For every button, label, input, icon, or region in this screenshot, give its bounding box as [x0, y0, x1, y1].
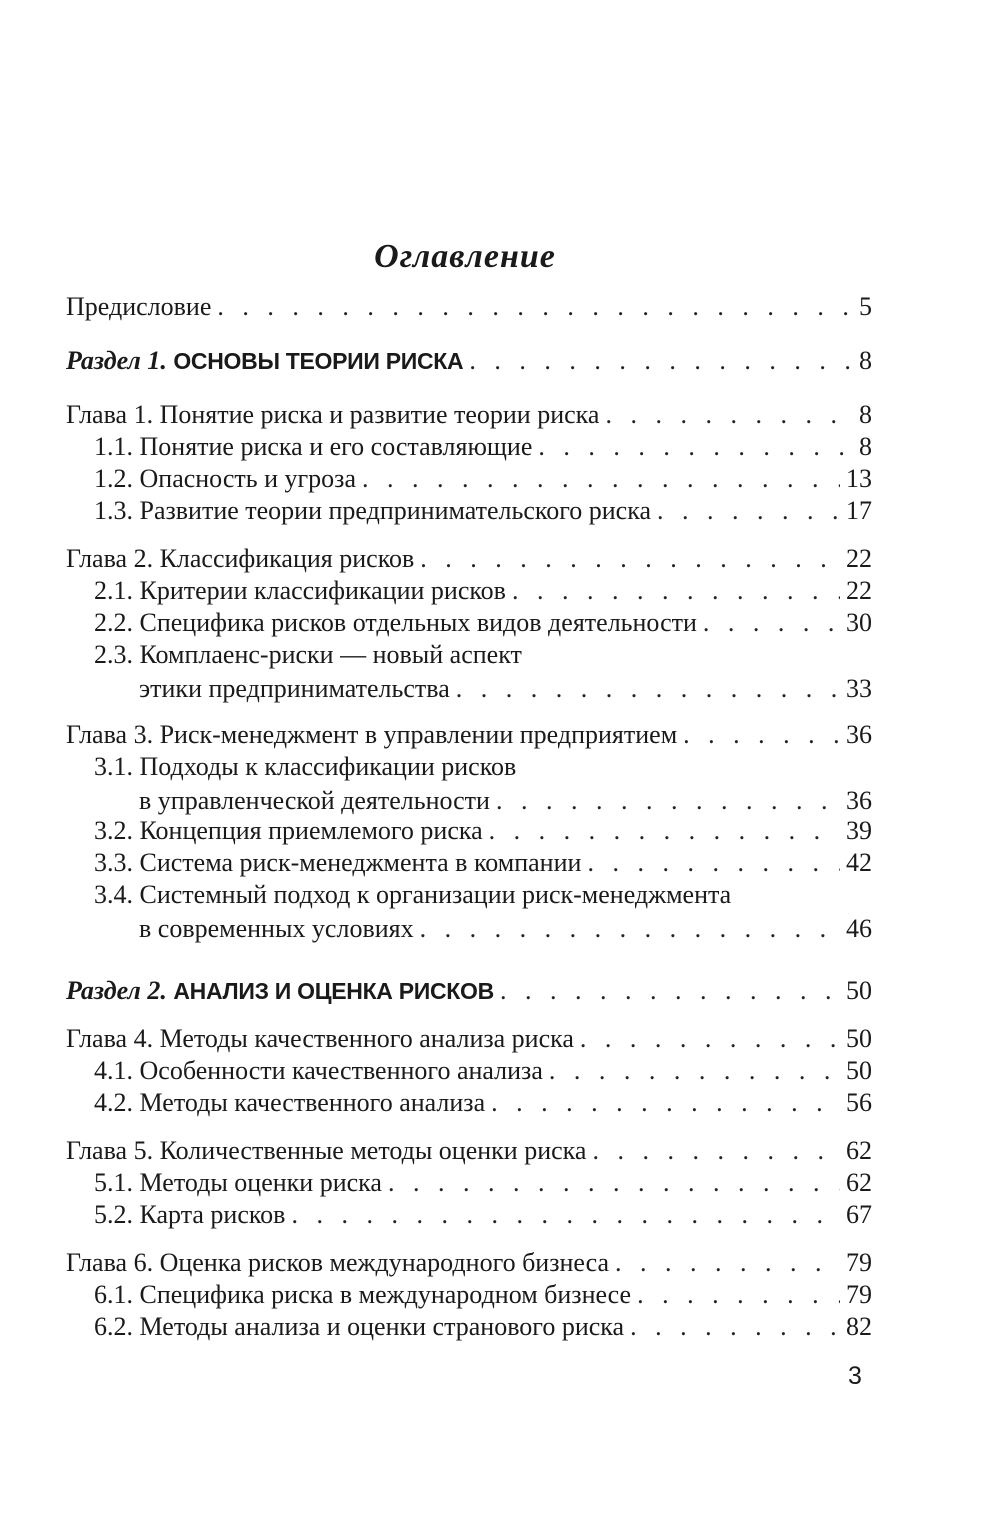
entry-page: 22 — [846, 576, 872, 605]
entry-page: 36 — [846, 720, 872, 749]
entry-text: 1.1. Понятие риска и его составляющие — [94, 432, 533, 461]
entry-page: 42 — [846, 848, 872, 877]
toc-entry-section-5-1[interactable] — [66, 1166, 872, 1200]
leader-dots — [637, 1278, 840, 1312]
entry-text: Предисловие — [66, 292, 212, 321]
entry-page: 33 — [846, 674, 872, 703]
leader-dots — [615, 1246, 840, 1280]
entry-text: Глава 3. Риск-менеджмент в управлении предприятием — [66, 720, 678, 749]
entry-page: 46 — [846, 914, 872, 943]
leader-dots — [420, 542, 840, 576]
leader-dots — [491, 1086, 840, 1120]
toc-entry-chapter-2[interactable] — [66, 542, 872, 576]
entry-text: 3.4. Системный подход к организации риск-менеджмента — [94, 880, 732, 909]
part-name: АНАЛИЗ И ОЦЕНКА РИСКОВ — [173, 978, 494, 1004]
leader-dots — [580, 1022, 840, 1056]
leader-dots — [549, 1054, 840, 1088]
entry-page: 36 — [846, 786, 872, 815]
leader-dots — [500, 974, 840, 1008]
entry-text-continued: в современных условиях — [139, 914, 414, 943]
toc-entry-chapter-1[interactable] — [66, 398, 872, 432]
entry-text: Глава 2. Классификация рисков — [66, 544, 415, 573]
entry-text: 1.3. Развитие теории предпринимательского риска — [94, 496, 651, 525]
leader-dots — [291, 1198, 840, 1232]
toc-entry-section-2-3[interactable] — [66, 638, 872, 706]
entry-page: 50 — [846, 1056, 872, 1085]
leader-dots — [703, 606, 840, 640]
toc-title: Оглавление — [374, 238, 556, 275]
leader-dots — [469, 344, 853, 378]
part-label: Раздел 2. — [66, 976, 167, 1005]
toc-entry-chapter-6[interactable] — [66, 1246, 872, 1280]
toc-entry-section-3-3[interactable] — [66, 846, 872, 880]
leader-dots — [592, 1134, 840, 1168]
leader-dots — [512, 574, 840, 608]
entry-text: 5.1. Методы оценки риска — [94, 1168, 382, 1197]
entry-text-continued: в управленческой деятельности — [139, 786, 490, 815]
leader-dots — [388, 1166, 840, 1200]
leader-dots — [217, 290, 853, 324]
entry-text: 6.2. Методы анализа и оценки странового риска — [94, 1312, 625, 1341]
entry-text: Глава 4. Методы качественного анализа риска — [66, 1024, 574, 1053]
entry-page: 50 — [846, 976, 872, 1005]
page-number: 3 — [848, 1362, 862, 1390]
toc-entry-section-3-4[interactable] — [66, 878, 872, 946]
leader-dots — [538, 430, 853, 464]
leader-dots — [630, 1310, 840, 1344]
entry-page: 56 — [846, 1088, 872, 1117]
part-name: ОСНОВЫ ТЕОРИИ РИСКА — [173, 348, 464, 374]
toc-entry-section-5-2[interactable] — [66, 1198, 872, 1232]
leader-dots — [683, 718, 840, 752]
toc-entry-section-1-3[interactable] — [66, 494, 872, 528]
entry-text: 2.2. Специфика рисков отдельных видов деятельности — [94, 608, 697, 637]
entry-page: 13 — [846, 464, 872, 493]
entry-text: Глава 1. Понятие риска и развитие теории риска — [66, 400, 600, 429]
toc-entry-section-4-2[interactable] — [66, 1086, 872, 1120]
entry-page: 79 — [846, 1280, 872, 1309]
toc-entry-section-1-2[interactable] — [66, 462, 872, 496]
toc-entry-section-3-1[interactable] — [66, 750, 872, 818]
entry-text-continued: этики предпринимательства — [139, 674, 450, 703]
leader-dots — [496, 784, 840, 818]
toc-entry-preface[interactable] — [66, 290, 872, 324]
entry-text: 3.3. Система риск-менеджмента в компании — [94, 848, 582, 877]
entry-page: 82 — [846, 1312, 872, 1341]
entry-page: 5 — [859, 292, 872, 321]
entry-page: 62 — [846, 1136, 872, 1165]
toc-entry-section-2-1[interactable] — [66, 574, 872, 608]
entry-page: 8 — [859, 400, 872, 429]
entry-text: 2.3. Комплаенс-риски — новый аспект — [94, 640, 522, 669]
entry-page: 79 — [846, 1248, 872, 1277]
leader-dots — [605, 398, 853, 432]
toc-entry-section-1-1[interactable] — [66, 430, 872, 464]
toc-entry-section-2-2[interactable] — [66, 606, 872, 640]
entry-page: 67 — [846, 1200, 872, 1229]
entry-page: 30 — [846, 608, 872, 637]
entry-page: 22 — [846, 544, 872, 573]
entry-text: 3.2. Концепция приемлемого риска — [94, 816, 483, 845]
entry-text: 3.1. Подходы к классификации рисков — [94, 752, 517, 781]
part-label: Раздел 1. — [66, 346, 167, 375]
toc-entry-chapter-5[interactable] — [66, 1134, 872, 1168]
entry-text: 4.1. Особенности качественного анализа — [94, 1056, 543, 1085]
toc-entry-section-6-1[interactable] — [66, 1278, 872, 1312]
toc-entry-chapter-3[interactable] — [66, 718, 872, 752]
entry-page: 8 — [859, 432, 872, 461]
entry-text: Глава 6. Оценка рисков международного бизнеса — [66, 1248, 609, 1277]
toc-entry-section-3-2[interactable] — [66, 814, 872, 848]
entry-text: 1.2. Опасность и угроза — [94, 464, 356, 493]
entry-page: 8 — [859, 346, 872, 375]
leader-dots — [587, 846, 840, 880]
entry-page: 62 — [846, 1168, 872, 1197]
entry-text: Глава 5. Количественные методы оценки риска — [66, 1136, 587, 1165]
toc-entry-section-4-1[interactable] — [66, 1054, 872, 1088]
leader-dots — [657, 494, 840, 528]
entry-page: 39 — [846, 816, 872, 845]
leader-dots — [489, 814, 840, 848]
leader-dots — [456, 672, 840, 706]
entry-text: 4.2. Методы качественного анализа — [94, 1088, 486, 1117]
entry-page: 50 — [846, 1024, 872, 1053]
toc-entry-part-1[interactable] — [66, 344, 872, 378]
toc-entry-chapter-4[interactable] — [66, 1022, 872, 1056]
toc-entry-part-2[interactable] — [66, 974, 872, 1008]
leader-dots — [362, 462, 840, 496]
toc-entry-section-6-2[interactable] — [66, 1310, 872, 1344]
leader-dots — [420, 912, 840, 946]
entry-text: 2.1. Критерии классификации рисков — [94, 576, 506, 605]
entry-text: 5.2. Карта рисков — [94, 1200, 286, 1229]
entry-page: 17 — [846, 496, 872, 525]
entry-text: 6.1. Специфика риска в международном бизнесе — [94, 1280, 632, 1309]
